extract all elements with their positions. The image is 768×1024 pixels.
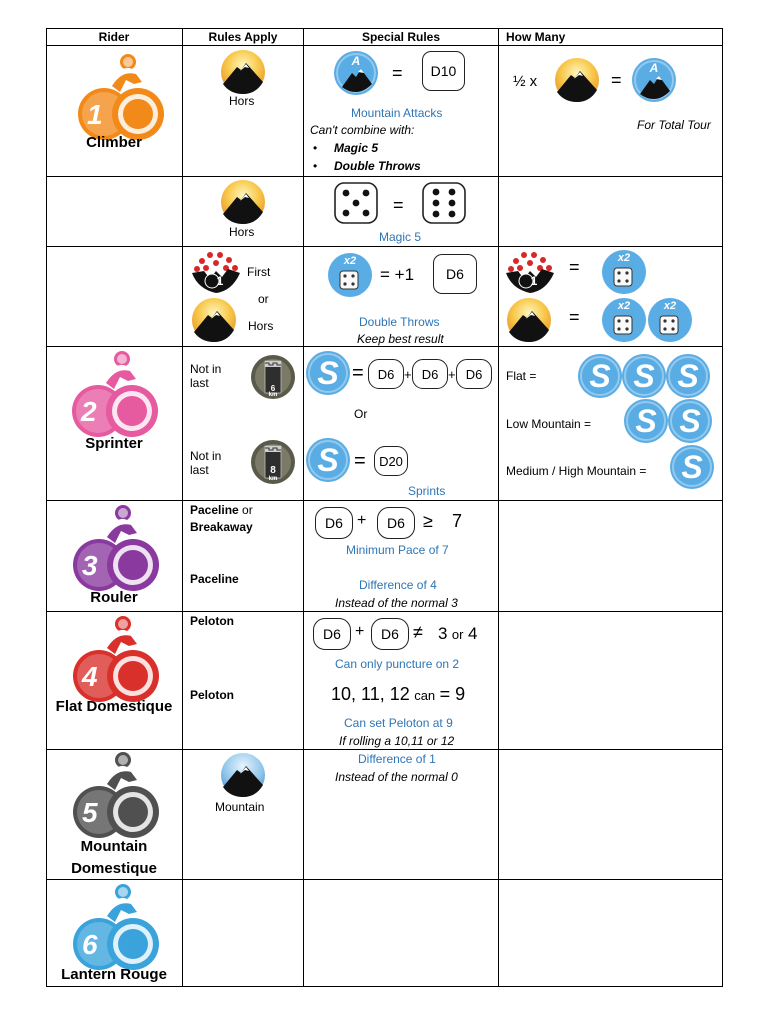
- special-title: Double Throws: [359, 315, 440, 329]
- sprint-token-letter: S: [317, 355, 339, 391]
- equals-sign: =: [569, 257, 580, 277]
- three: 3: [438, 624, 448, 643]
- rider-lantern-rouge: [46, 880, 182, 986]
- rules-not-in-last: Not in last: [190, 449, 222, 477]
- can-word: can: [414, 688, 436, 703]
- die-d6: D6: [371, 618, 409, 650]
- mountain-hors-icon: [555, 58, 599, 102]
- sprint-token-letter: S: [679, 403, 701, 439]
- rules-label: Hors: [229, 94, 255, 108]
- rules-hors: Hors: [248, 319, 274, 333]
- rider-number: 5: [82, 797, 98, 828]
- die-d6: D6: [368, 359, 404, 389]
- bullet-magic5: Magic 5: [334, 141, 379, 155]
- sprint-token-letter: S: [633, 358, 655, 394]
- rules-paceline-or: [190, 503, 253, 517]
- die-d6: D6: [433, 254, 477, 294]
- die-d6: D6: [377, 507, 415, 539]
- km-number: 8: [270, 465, 276, 476]
- special-note: If rolling a 10,11 or 12: [339, 734, 455, 748]
- plus-sign: +: [448, 367, 456, 382]
- or-word: or: [451, 627, 464, 642]
- mountain-hors-icon: [221, 50, 265, 94]
- sprint-token-letter: S: [635, 403, 657, 439]
- sprint-token-letter: S: [589, 358, 611, 394]
- sprint-token-letter: S: [677, 358, 699, 394]
- double-token-label: x2: [663, 300, 677, 312]
- how-many-note: For Total Tour: [637, 118, 711, 132]
- seven: 7: [452, 511, 463, 531]
- rider-number: 3: [82, 550, 98, 581]
- cant-combine-label: Can't combine with:: [310, 123, 415, 137]
- mountain-hors-icon: [192, 298, 236, 342]
- rider-number: 1: [87, 99, 103, 130]
- double-token-label: x2: [617, 252, 631, 264]
- equals-sign: =: [611, 70, 622, 90]
- flat-label: Flat =: [506, 369, 537, 383]
- rules-paceline: Paceline: [190, 572, 239, 586]
- header-rules-apply: Rules Apply: [208, 30, 278, 44]
- low-mountain-label: Low Mountain =: [506, 417, 592, 431]
- attack-token-letter: A: [351, 54, 361, 68]
- rules-or: or: [238, 503, 253, 517]
- special-title: Magic 5: [379, 230, 422, 244]
- die-d10: D10: [422, 51, 465, 91]
- die-five-icon: [334, 182, 378, 224]
- km-unit: km: [268, 392, 278, 398]
- attack-token-letter: A: [649, 61, 659, 75]
- peloton-rule: [331, 684, 465, 705]
- header-how-many: How Many: [506, 30, 566, 44]
- mountain-icon: [221, 753, 265, 797]
- die-d6: D6: [412, 359, 448, 389]
- equals-sign: =: [392, 63, 403, 83]
- plus-sign: +: [357, 512, 367, 529]
- not-equal-sign: ≠: [413, 622, 423, 642]
- rules-peloton: Peloton: [190, 614, 234, 628]
- polka-number: 1: [530, 274, 538, 288]
- special-title: Can only puncture on 2: [335, 657, 460, 671]
- special-title: Minimum Pace of 7: [346, 543, 449, 557]
- rider-name-line1: Mountain: [80, 838, 148, 855]
- rules-peloton: Peloton: [190, 688, 234, 702]
- four: 4: [467, 624, 478, 643]
- big-numbers: 10, 11, 12: [331, 684, 410, 704]
- rules-label: Hors: [229, 225, 255, 239]
- header-special-rules: Special Rules: [361, 30, 441, 44]
- rules-or: or: [258, 292, 269, 306]
- rider-name-line2: Domestique: [71, 860, 157, 877]
- plus-one: = +1: [380, 265, 415, 284]
- mountain-hors-icon: [221, 180, 265, 224]
- mountain-hors-icon: [507, 298, 551, 342]
- bullet-dot: •: [313, 159, 318, 173]
- plus-sign: +: [404, 367, 412, 382]
- rider-name: Flat Domestique: [55, 698, 173, 715]
- special-title: Difference of 1: [358, 752, 436, 766]
- special-title: Sprints: [408, 484, 446, 498]
- km-number: 6: [270, 384, 276, 393]
- rider-name: Lantern Rouge: [61, 966, 167, 983]
- rider-number: 2: [81, 396, 97, 427]
- bullet-dot: •: [313, 141, 318, 155]
- equals-sign: =: [352, 362, 364, 384]
- special-title: Can set Peloton at 9: [344, 716, 453, 730]
- km-unit: km: [268, 476, 278, 482]
- double-token-label: x2: [617, 300, 631, 312]
- die-d6: D6: [315, 507, 353, 539]
- rider-mountain-domestique: [46, 750, 182, 879]
- equals-sign: =: [569, 307, 580, 327]
- rules-not-in-last: Not in last: [190, 362, 222, 390]
- sprint-token-letter: S: [317, 442, 339, 478]
- bullet-double-throws: Double Throws: [334, 159, 421, 173]
- gte-sign: ≥: [423, 511, 433, 531]
- rider-name: Climber: [86, 134, 142, 151]
- die-d6: D6: [456, 359, 492, 389]
- rules-label: Mountain: [215, 800, 265, 814]
- polka-number: 1: [216, 274, 224, 288]
- equals-nine: = 9: [439, 684, 466, 704]
- rider-climber: [46, 46, 182, 176]
- die-d20: D20: [374, 446, 408, 476]
- die-d6: D6: [313, 618, 351, 650]
- or-label: Or: [354, 407, 368, 421]
- double-token-label: x2: [343, 255, 357, 267]
- equals-sign: =: [354, 450, 366, 472]
- special-note: Instead of the normal 0: [335, 770, 458, 784]
- how-many-prefix: ½ x: [513, 73, 538, 90]
- rider-rouler: [46, 501, 182, 611]
- rider-name: Rouler: [90, 589, 138, 606]
- sprint-token-letter: S: [681, 449, 703, 485]
- rider-flat-domestique: [46, 612, 182, 749]
- rider-number: 6: [82, 929, 98, 960]
- rider-name: Sprinter: [85, 435, 143, 452]
- equals-sign: =: [393, 195, 404, 215]
- medium-high-mountain-label: Medium / High Mountain =: [506, 464, 647, 478]
- plus-sign: +: [355, 623, 365, 640]
- rules-paceline: Paceline: [190, 503, 239, 517]
- special-note: Keep best result: [357, 332, 444, 346]
- special-title: Mountain Attacks: [351, 106, 443, 120]
- rider-number: 4: [82, 661, 98, 692]
- special-note: Instead of the normal 3: [335, 596, 458, 610]
- three-or-four: [438, 624, 477, 644]
- rider-sprinter: [46, 347, 182, 500]
- special-title: Difference of 4: [359, 578, 437, 592]
- header-rider: Rider: [98, 30, 130, 44]
- rules-breakaway: Breakaway: [190, 520, 253, 534]
- die-six-icon: [422, 182, 466, 224]
- rules-first: First: [247, 265, 271, 279]
